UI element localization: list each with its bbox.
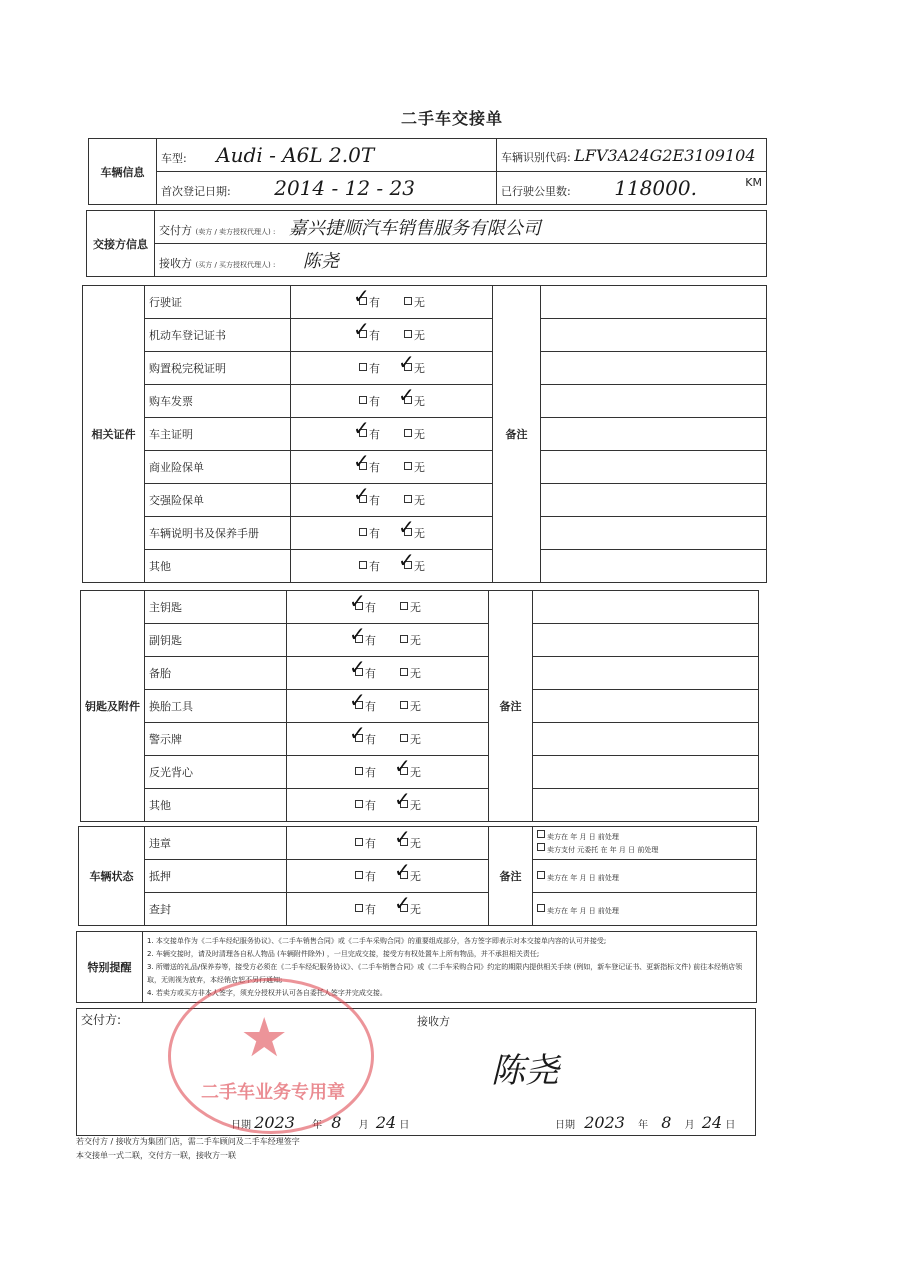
option-none-label: 无 xyxy=(414,428,425,441)
status-item-seizure: 查封 xyxy=(145,893,287,926)
checkbox-icon[interactable] xyxy=(404,330,412,338)
option-none[interactable] xyxy=(400,731,421,747)
keys-item-name: 反光背心 xyxy=(145,756,287,789)
option-has-label: 有 xyxy=(369,362,380,375)
parties-table xyxy=(86,210,767,277)
option-none-label: 无 xyxy=(410,733,421,746)
option-none[interactable] xyxy=(398,383,425,409)
checkbox-icon[interactable] xyxy=(400,701,408,709)
checkbox-icon[interactable] xyxy=(355,871,363,879)
option-has-label: 有 xyxy=(369,296,380,309)
checkbox-icon[interactable] xyxy=(537,843,545,851)
documents-remark-header: 备注 xyxy=(493,286,541,583)
option-none[interactable] xyxy=(404,492,425,508)
checkbox-icon[interactable] xyxy=(355,800,363,808)
documents-check-cell[interactable] xyxy=(291,385,493,418)
option-none-label: 无 xyxy=(410,700,421,713)
checkbox-icon[interactable] xyxy=(400,635,408,643)
checkmark-icon: ✓ xyxy=(394,787,411,811)
option-has[interactable] xyxy=(353,284,380,310)
option-has[interactable] xyxy=(349,688,376,714)
status-check-mortgage[interactable] xyxy=(287,860,489,893)
option-none-label: 无 xyxy=(414,362,425,375)
documents-check-cell[interactable] xyxy=(291,451,493,484)
option-none[interactable] xyxy=(400,665,421,681)
checkmark-icon: ✓ xyxy=(353,416,370,440)
keys-row xyxy=(81,624,759,657)
documents-remark-cell[interactable] xyxy=(541,550,767,583)
checkmark-icon: ✓ xyxy=(349,622,366,646)
option-has[interactable] xyxy=(349,589,376,615)
option-none[interactable] xyxy=(398,515,425,541)
status-remark-header: 备注 xyxy=(489,827,533,926)
option-none[interactable] xyxy=(394,787,421,813)
receive-date xyxy=(555,1113,735,1132)
checkmark-icon: ✓ xyxy=(349,688,366,712)
option-has-label: 有 xyxy=(365,700,376,713)
special-reminder-table xyxy=(76,931,757,1003)
documents-row xyxy=(83,550,767,583)
option-has[interactable] xyxy=(359,525,380,541)
option-has[interactable] xyxy=(355,797,376,813)
status-item-mortgage: 抵押 xyxy=(145,860,287,893)
option-has-label: 有 xyxy=(365,634,376,647)
documents-check-cell[interactable] xyxy=(291,286,493,319)
note-2: 2. 车辆交接时，请及时清理各自私人物品 (车辆附件除外) ，一旦完成交接，接受方有权处置车上所有物品，并不承担相关责任; xyxy=(147,949,540,958)
checkbox-icon[interactable] xyxy=(400,734,408,742)
option-none[interactable] xyxy=(400,599,421,615)
keys-check-cell[interactable] xyxy=(287,690,489,723)
documents-item-name: 行驶证 xyxy=(145,286,291,319)
month-label: 月 xyxy=(684,1120,695,1131)
keys-remark-cell[interactable] xyxy=(533,723,759,756)
checkbox-icon[interactable] xyxy=(400,668,408,676)
option-has-label: 有 xyxy=(369,428,380,441)
option-none-label: 无 xyxy=(410,601,421,614)
documents-remark-cell[interactable] xyxy=(541,451,767,484)
documents-check-cell[interactable] xyxy=(291,484,493,517)
vin-cell xyxy=(497,139,767,172)
documents-item-name: 机动车登记证书 xyxy=(145,319,291,352)
documents-row xyxy=(83,517,767,550)
checkmark-icon: ✓ xyxy=(398,515,415,539)
documents-item-name: 车辆说明书及保养手册 xyxy=(145,517,291,550)
option-has-label: 有 xyxy=(365,733,376,746)
option-has-label: 有 xyxy=(365,667,376,680)
keys-item-name: 换胎工具 xyxy=(145,690,287,723)
mileage-cell xyxy=(497,172,767,205)
receive-signature: 陈尧 xyxy=(491,1051,559,1091)
vehicle-info-header: 车辆信息 xyxy=(89,139,157,205)
option-none-label: 无 xyxy=(410,837,421,850)
vin-value: LFV3A24G2E3109104 xyxy=(574,145,756,165)
checkbox-icon[interactable] xyxy=(355,904,363,912)
receive-date-day: 24 xyxy=(701,1113,723,1132)
page-title: 二手车交接单 xyxy=(400,109,503,128)
option-none[interactable] xyxy=(398,350,425,376)
checkbox-icon[interactable] xyxy=(537,904,545,912)
documents-remark-cell[interactable] xyxy=(541,319,767,352)
documents-check-cell[interactable] xyxy=(291,352,493,385)
receive-sign-label: 接收方 xyxy=(417,1015,450,1028)
checkbox-icon[interactable] xyxy=(359,528,367,536)
option-has[interactable] xyxy=(359,360,380,376)
checkbox-icon[interactable] xyxy=(359,561,367,569)
option-none[interactable] xyxy=(394,754,421,780)
documents-row xyxy=(83,352,767,385)
day-label: 日 xyxy=(725,1120,736,1131)
checkmark-icon: ✓ xyxy=(353,317,370,341)
status-remark-violation xyxy=(533,827,757,860)
status-check-seizure[interactable] xyxy=(287,893,489,926)
option-has-label: 有 xyxy=(365,903,376,916)
option-has-label: 有 xyxy=(365,799,376,812)
documents-check-cell[interactable] xyxy=(291,517,493,550)
checkbox-icon[interactable] xyxy=(404,462,412,470)
documents-item-name: 购车发票 xyxy=(145,385,291,418)
keys-check-cell[interactable] xyxy=(287,624,489,657)
deliver-party-cell xyxy=(155,211,767,244)
checkmark-icon: ✓ xyxy=(349,655,366,679)
option-none[interactable] xyxy=(404,294,425,310)
footer-line-2: 本交接单一式二联，交付方一联，接收方一联 xyxy=(76,1151,236,1160)
option-none-label: 无 xyxy=(414,395,425,408)
option-has[interactable] xyxy=(349,622,376,648)
documents-check-cell[interactable] xyxy=(291,418,493,451)
documents-table xyxy=(82,285,767,583)
keys-remark-cell[interactable] xyxy=(533,789,759,822)
footer-line-1: 若交付方 / 接收方为集团门店，需二手车顾问及二手车经理签字 xyxy=(76,1137,300,1146)
documents-row xyxy=(83,451,767,484)
keys-header: 钥匙及附件 xyxy=(81,591,145,822)
documents-remark-cell[interactable] xyxy=(541,385,767,418)
stamp-star-icon: ★ xyxy=(240,1006,289,1069)
checkmark-icon: ✓ xyxy=(349,721,366,745)
documents-row xyxy=(83,385,767,418)
keys-check-cell[interactable] xyxy=(287,756,489,789)
option-has[interactable] xyxy=(359,558,380,574)
option-none[interactable] xyxy=(404,327,425,343)
model-label: 车型: xyxy=(161,152,187,165)
date-label: 日期 xyxy=(555,1120,575,1131)
vin-label: 车辆识别代码: xyxy=(501,150,571,164)
option-none-label: 无 xyxy=(410,766,421,779)
option-has[interactable] xyxy=(355,835,376,851)
documents-row xyxy=(83,319,767,352)
documents-item-name: 其他 xyxy=(145,550,291,583)
documents-remark-cell[interactable] xyxy=(541,286,767,319)
keys-item-name: 备胎 xyxy=(145,657,287,690)
keys-item-name: 主钥匙 xyxy=(145,591,287,624)
checkmark-icon: ✓ xyxy=(394,858,411,882)
keys-item-name: 其他 xyxy=(145,789,287,822)
checkbox-icon[interactable] xyxy=(404,429,412,437)
remark-line: 卖方在 年 月 日 前处理 xyxy=(547,906,619,915)
checkbox-icon[interactable] xyxy=(537,871,545,879)
option-none-label: 无 xyxy=(414,296,425,309)
keys-check-cell[interactable] xyxy=(287,591,489,624)
option-has[interactable] xyxy=(353,317,380,343)
documents-check-cell[interactable] xyxy=(291,550,493,583)
checkmark-icon: ✓ xyxy=(398,350,415,374)
note-1: 1. 本交接单作为《二手车经纪服务协议》、《二手车销售合同》或《二手车采购合同》的重要组成部分，各方签字即表示对本交接单内容的认可并接受; xyxy=(147,936,607,945)
reg-date-value: 2014 - 12 - 23 xyxy=(274,176,415,200)
keys-check-cell[interactable] xyxy=(287,657,489,690)
documents-remark-cell[interactable] xyxy=(541,484,767,517)
model-cell xyxy=(157,139,497,172)
keys-row xyxy=(81,591,759,624)
deliver-sign-label: 交付方: xyxy=(81,1013,122,1027)
reg-date-label: 首次登记日期: xyxy=(161,185,231,198)
documents-item-name: 购置税完税证明 xyxy=(145,352,291,385)
remark-line: 卖方在 年 月 日 前处理 xyxy=(547,833,619,841)
option-none[interactable] xyxy=(394,825,421,851)
deliver-party-label: 交付方 xyxy=(159,224,192,237)
status-header: 车辆状态 xyxy=(79,827,145,926)
reg-date-cell xyxy=(157,172,497,205)
keys-remark-cell[interactable] xyxy=(533,624,759,657)
checkmark-icon: ✓ xyxy=(353,284,370,308)
keys-row xyxy=(81,789,759,822)
day-label: 日 xyxy=(399,1120,410,1131)
option-has[interactable] xyxy=(349,721,376,747)
checkbox-icon[interactable] xyxy=(404,495,412,503)
receive-party-label: 接收方 xyxy=(159,257,192,270)
option-none-label: 无 xyxy=(410,667,421,680)
option-none[interactable] xyxy=(394,891,421,917)
checkmark-icon: ✓ xyxy=(353,482,370,506)
parties-header: 交接方信息 xyxy=(87,211,155,277)
option-none[interactable] xyxy=(404,426,425,442)
keys-remark-header: 备注 xyxy=(489,591,533,822)
receive-date-month: 8 xyxy=(661,1113,672,1132)
note-3: 3. 所赠送的礼品/保养券等，接受方必须在《二手车经纪服务协议》、《二手车销售合同》或《二手车采购合同》约定的期限内提供相关手续 (例如，新车登记证书、更新指标文件) 前往本经销店领取，无则视为放弃，本经销店恕不另行通知; xyxy=(147,962,743,984)
option-none-label: 无 xyxy=(414,461,425,474)
option-none[interactable] xyxy=(404,459,425,475)
keys-remark-cell[interactable] xyxy=(533,657,759,690)
checkbox-icon[interactable] xyxy=(537,830,545,838)
option-none-label: 无 xyxy=(410,870,421,883)
checkbox-icon[interactable] xyxy=(404,297,412,305)
receive-date-year: 2023 xyxy=(584,1113,625,1132)
option-has-label: 有 xyxy=(365,601,376,614)
option-has-label: 有 xyxy=(365,870,376,883)
keys-item-name: 副钥匙 xyxy=(145,624,287,657)
checkbox-icon[interactable] xyxy=(400,602,408,610)
keys-row xyxy=(81,756,759,789)
documents-item-name: 车主证明 xyxy=(145,418,291,451)
keys-row xyxy=(81,723,759,756)
option-none-label: 无 xyxy=(410,634,421,647)
year-label: 年 xyxy=(312,1120,323,1131)
option-has[interactable] xyxy=(359,393,380,409)
checkmark-icon: ✓ xyxy=(394,825,411,849)
option-has[interactable] xyxy=(353,416,380,442)
option-none-label: 无 xyxy=(410,799,421,812)
note-4: 4. 若卖方或买方非本人签字，须充分授权并认可各自委托人签字并完成交接。 xyxy=(147,988,387,997)
deliver-date-year: 2023 xyxy=(254,1113,295,1132)
checkmark-icon: ✓ xyxy=(353,449,370,473)
option-none-label: 无 xyxy=(414,494,425,507)
deliver-party-sub: (卖方 / 卖方授权代理人) : xyxy=(195,228,276,236)
stamp-text: 二手车业务专用章 xyxy=(201,1082,345,1103)
receive-party-value: 陈尧 xyxy=(302,251,339,272)
status-table xyxy=(78,826,757,926)
vehicle-info-table xyxy=(88,138,767,205)
option-has[interactable] xyxy=(355,764,376,780)
status-item-violation: 违章 xyxy=(145,827,287,860)
option-none[interactable] xyxy=(400,632,421,648)
month-label: 月 xyxy=(358,1120,369,1131)
checkmark-icon: ✓ xyxy=(398,548,415,572)
keys-check-cell[interactable] xyxy=(287,723,489,756)
option-none-label: 无 xyxy=(414,560,425,573)
mileage-label: 已行驶公里数: xyxy=(501,185,571,198)
checkmark-icon: ✓ xyxy=(398,383,415,407)
checkmark-icon: ✓ xyxy=(394,891,411,915)
keys-row xyxy=(81,690,759,723)
checkbox-icon[interactable] xyxy=(359,363,367,371)
option-has[interactable] xyxy=(355,868,376,884)
documents-remark-cell[interactable] xyxy=(541,418,767,451)
documents-remark-cell[interactable] xyxy=(541,352,767,385)
documents-check-cell[interactable] xyxy=(291,319,493,352)
deliver-date-month: 8 xyxy=(331,1113,342,1132)
year-label: 年 xyxy=(638,1120,649,1131)
checkmark-icon: ✓ xyxy=(349,589,366,613)
special-reminder-header: 特别提醒 xyxy=(77,932,143,1003)
option-none-label: 无 xyxy=(414,329,425,342)
option-has-label: 有 xyxy=(369,329,380,342)
documents-row xyxy=(83,286,767,319)
documents-remark-cell[interactable] xyxy=(541,517,767,550)
keys-remark-cell[interactable] xyxy=(533,690,759,723)
option-has-label: 有 xyxy=(369,461,380,474)
option-has[interactable] xyxy=(355,901,376,917)
date-label: 日期 xyxy=(231,1120,251,1131)
keys-item-name: 警示牌 xyxy=(145,723,287,756)
receive-party-cell xyxy=(155,244,767,277)
documents-row xyxy=(83,418,767,451)
checkbox-icon[interactable] xyxy=(355,838,363,846)
documents-item-name: 交强险保单 xyxy=(145,484,291,517)
checkmark-icon: ✓ xyxy=(394,754,411,778)
documents-item-name: 商业险保单 xyxy=(145,451,291,484)
model-value: Audi - A6L 2.0T xyxy=(216,143,375,167)
status-remark-seizure xyxy=(533,893,757,926)
option-none-label: 无 xyxy=(410,903,421,916)
deliver-party-value: 嘉兴捷顺汽车销售服务有限公司 xyxy=(288,218,541,239)
option-none[interactable] xyxy=(398,548,425,574)
mileage-unit: KM xyxy=(745,176,762,189)
option-has-label: 有 xyxy=(369,395,380,408)
checkbox-icon[interactable] xyxy=(355,767,363,775)
option-has-label: 有 xyxy=(369,560,380,573)
documents-row xyxy=(83,484,767,517)
option-has-label: 有 xyxy=(365,766,376,779)
option-none-label: 无 xyxy=(414,527,425,540)
option-has-label: 有 xyxy=(365,837,376,850)
option-has[interactable] xyxy=(349,655,376,681)
checkbox-icon[interactable] xyxy=(359,396,367,404)
keys-check-cell[interactable] xyxy=(287,789,489,822)
mileage-value: 118000. xyxy=(614,176,697,200)
option-has-label: 有 xyxy=(369,494,380,507)
option-none[interactable] xyxy=(394,858,421,884)
keys-remark-cell[interactable] xyxy=(533,756,759,789)
option-has-label: 有 xyxy=(369,527,380,540)
keys-remark-cell[interactable] xyxy=(533,591,759,624)
receive-party-sub: (买方 / 买方授权代理人) : xyxy=(195,261,276,269)
keys-row xyxy=(81,657,759,690)
remark-line: 卖方在 年 月 日 前处理 xyxy=(547,873,619,882)
option-none[interactable] xyxy=(400,698,421,714)
status-remark-mortgage xyxy=(533,860,757,893)
option-has[interactable] xyxy=(353,482,380,508)
option-has[interactable] xyxy=(353,449,380,475)
documents-header: 相关证件 xyxy=(83,286,145,583)
status-check-violation[interactable] xyxy=(287,827,489,860)
remark-line: 卖方支付 元委托 在 年 月 日 前处理 xyxy=(547,846,659,854)
deliver-date-day: 24 xyxy=(375,1113,397,1132)
keys-table xyxy=(80,590,759,822)
